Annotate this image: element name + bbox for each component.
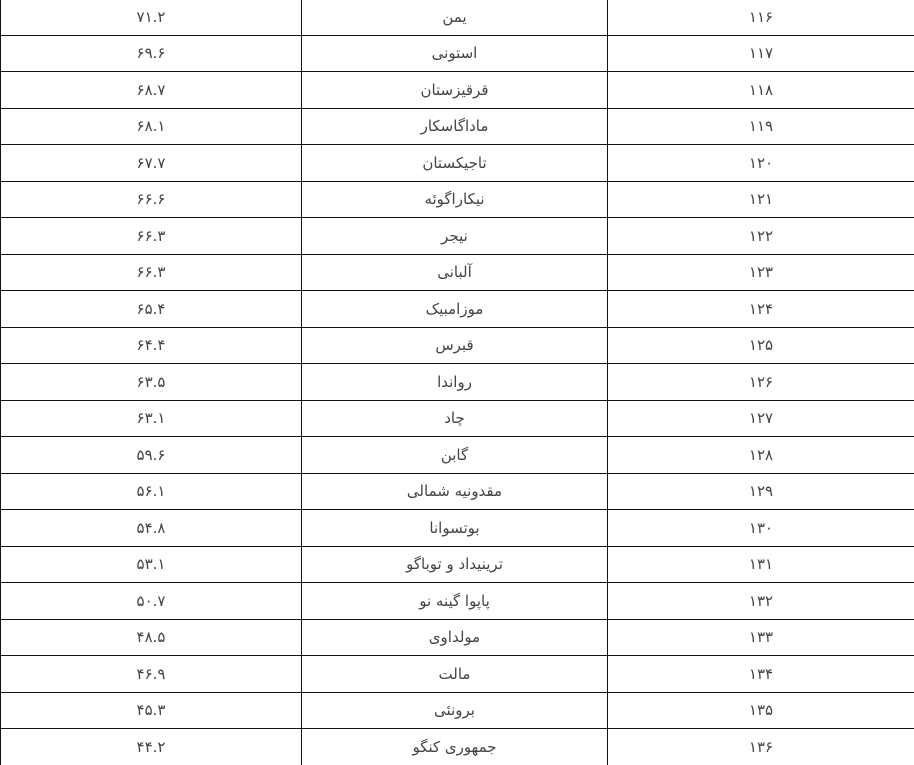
country-cell: بوتسوانا xyxy=(302,510,608,547)
country-cell: نیجر xyxy=(302,218,608,255)
value-cell: ۴۸.۵ xyxy=(1,619,302,656)
country-cell: استونی xyxy=(302,35,608,72)
rank-cell: ۱۱۸ xyxy=(608,72,914,109)
rank-cell: ۱۲۶ xyxy=(608,364,914,401)
value-cell: ۶۳.۱ xyxy=(1,400,302,437)
rank-cell: ۱۲۳ xyxy=(608,254,914,291)
table-row xyxy=(1,218,914,255)
country-cell: موزامبیک xyxy=(302,291,608,328)
value-cell: ۴۵.۳ xyxy=(1,692,302,729)
table-row xyxy=(1,181,914,218)
country-cell: رواندا xyxy=(302,364,608,401)
country-cell: مقدونیه شمالی xyxy=(302,473,608,510)
country-cell: یمن xyxy=(302,0,608,35)
value-cell: ۵۴.۸ xyxy=(1,510,302,547)
country-cell: ماداگاسکار xyxy=(302,108,608,145)
rank-cell: ۱۱۷ xyxy=(608,35,914,72)
value-cell: ۶۵.۴ xyxy=(1,291,302,328)
rank-cell: ۱۳۱ xyxy=(608,546,914,583)
rank-cell: ۱۲۹ xyxy=(608,473,914,510)
value-cell: ۶۶.۳ xyxy=(1,254,302,291)
table-row xyxy=(1,72,914,109)
table-row xyxy=(1,327,914,364)
table-row xyxy=(1,364,914,401)
country-cell: مولداوی xyxy=(302,619,608,656)
table-row xyxy=(1,400,914,437)
country-cell: گابن xyxy=(302,437,608,474)
table-row xyxy=(1,0,914,35)
table-row xyxy=(1,546,914,583)
table-row xyxy=(1,510,914,547)
rank-cell: ۱۳۳ xyxy=(608,619,914,656)
table-row xyxy=(1,473,914,510)
table-row xyxy=(1,729,914,765)
table-row xyxy=(1,108,914,145)
rank-cell: ۱۲۲ xyxy=(608,218,914,255)
country-cell: چاد xyxy=(302,400,608,437)
value-cell: ۵۹.۶ xyxy=(1,437,302,474)
rank-cell: ۱۲۱ xyxy=(608,181,914,218)
rank-cell: ۱۲۰ xyxy=(608,145,914,182)
value-cell: ۶۳.۵ xyxy=(1,364,302,401)
rank-cell: ۱۲۷ xyxy=(608,400,914,437)
table-row xyxy=(1,254,914,291)
table-row xyxy=(1,656,914,693)
value-cell: ۶۶.۶ xyxy=(1,181,302,218)
value-cell: ۵۶.۱ xyxy=(1,473,302,510)
rank-cell: ۱۱۹ xyxy=(608,108,914,145)
country-cell: برونئی xyxy=(302,692,608,729)
rank-cell: ۱۳۵ xyxy=(608,692,914,729)
rank-cell: ۱۳۰ xyxy=(608,510,914,547)
rank-cell: ۱۳۴ xyxy=(608,656,914,693)
ranking-table-body xyxy=(1,0,914,765)
value-cell: ۶۷.۷ xyxy=(1,145,302,182)
country-cell: مالت xyxy=(302,656,608,693)
value-cell: ۶۴.۴ xyxy=(1,327,302,364)
value-cell: ۶۸.۱ xyxy=(1,108,302,145)
country-cell: قبرس xyxy=(302,327,608,364)
table-row xyxy=(1,291,914,328)
value-cell: ۶۶.۳ xyxy=(1,218,302,255)
country-cell: آلبانی xyxy=(302,254,608,291)
table-row xyxy=(1,692,914,729)
country-cell: نیکاراگوئه xyxy=(302,181,608,218)
value-cell: ۷۱.۲ xyxy=(1,0,302,35)
table-row xyxy=(1,437,914,474)
table-row xyxy=(1,145,914,182)
value-cell: ۴۴.۲ xyxy=(1,729,302,765)
value-cell: ۴۶.۹ xyxy=(1,656,302,693)
table-row xyxy=(1,583,914,620)
country-cell: قرقیزستان xyxy=(302,72,608,109)
value-cell: ۵۰.۷ xyxy=(1,583,302,620)
rank-cell: ۱۱۶ xyxy=(608,0,914,35)
value-cell: ۵۳.۱ xyxy=(1,546,302,583)
rank-cell: ۱۳۶ xyxy=(608,729,914,765)
country-cell: ترینیداد و توباگو xyxy=(302,546,608,583)
rank-cell: ۱۲۴ xyxy=(608,291,914,328)
rank-cell: ۱۳۲ xyxy=(608,583,914,620)
table-row xyxy=(1,619,914,656)
rank-cell: ۱۲۵ xyxy=(608,327,914,364)
value-cell: ۶۹.۶ xyxy=(1,35,302,72)
country-cell: پاپوا گینه نو xyxy=(302,583,608,620)
rank-cell: ۱۲۸ xyxy=(608,437,914,474)
country-cell: تاجیکستان xyxy=(302,145,608,182)
country-cell: جمهوری کنگو xyxy=(302,729,608,765)
value-cell: ۶۸.۷ xyxy=(1,72,302,109)
table-row xyxy=(1,35,914,72)
